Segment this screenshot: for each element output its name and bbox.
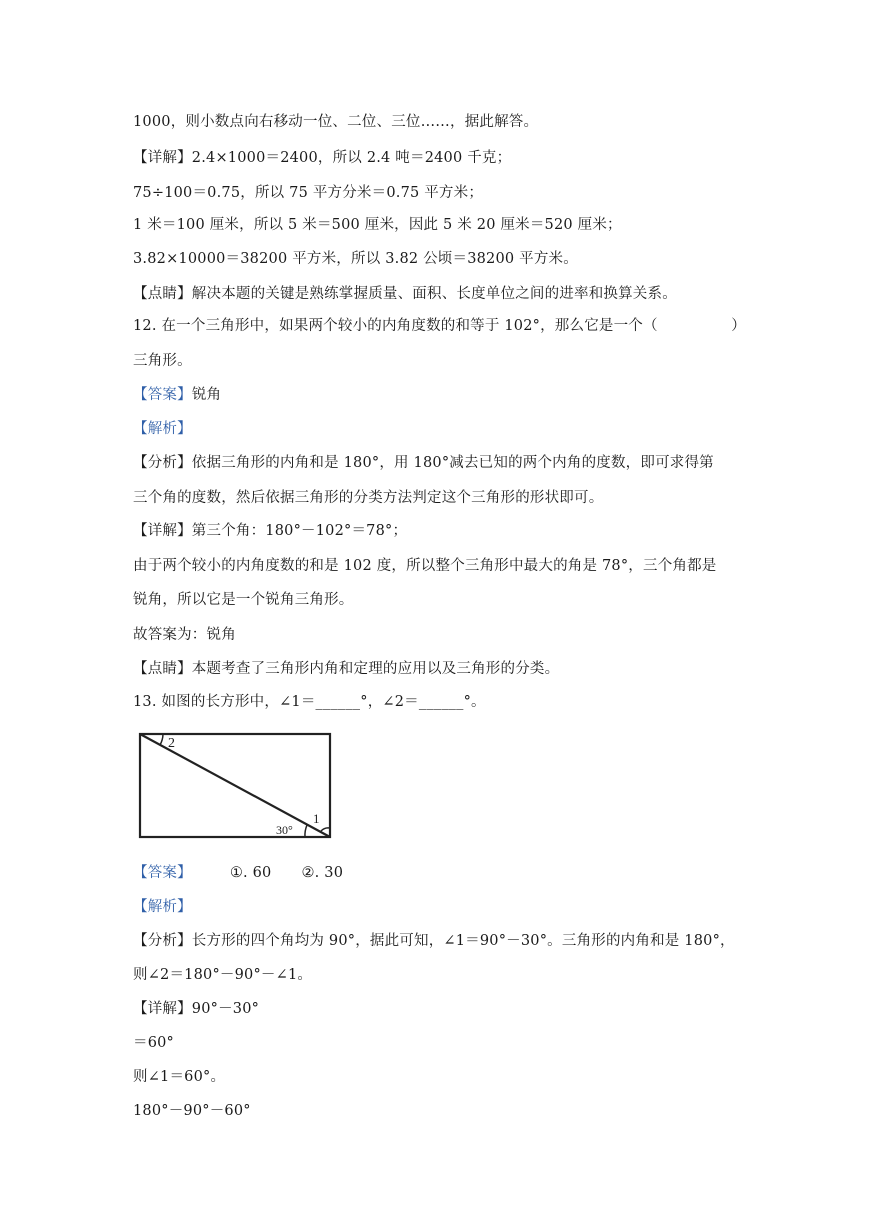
text-line: 75÷100＝0.75，所以 75 平方分米＝0.75 平方米； (133, 185, 484, 201)
text-line: 三角形。 (133, 353, 192, 369)
answer-label: 【答案】 (133, 865, 192, 881)
answer-value-1: ①. 60 (229, 865, 272, 881)
answer-line (133, 385, 221, 405)
answer-value: 锐角 (191, 387, 222, 403)
text-line: 三个角的度数，然后依据三角形的分类方法判定这个三角形的形状即可。 (133, 490, 604, 506)
text-line: 【详解】2.4×1000＝2400，所以 2.4 吨＝2400 千克； (133, 150, 512, 166)
analysis-label: 【解析】 (133, 899, 192, 915)
text-line: 【分析】长方形的四个角均为 90°，据此可知，∠1＝90°－30°。三角形的内角和是 180°， (133, 933, 735, 949)
text-line: 180°－90°－60° (133, 1103, 251, 1119)
text-line: 3.82×10000＝38200 平方米，所以 3.82 公顷＝38200 平方米。 (133, 251, 578, 267)
angle-30-label: 30° (276, 823, 293, 837)
angle-2-label: 2 (168, 736, 175, 751)
text-line: 【点睛】本题考查了三角形内角和定理的应用以及三角形的分类。 (133, 661, 560, 677)
text-line: 则∠1＝60°。 (133, 1069, 226, 1085)
question-13: 13. 如图的长方形中，∠1＝______°，∠2＝______°。 (133, 694, 486, 710)
rectangle-diagram (135, 730, 335, 840)
angle-2-arc (160, 734, 163, 745)
angle-1-label: 1 (313, 811, 320, 826)
analysis-label: 【解析】 (133, 421, 192, 437)
text-line: ＝60° (133, 1035, 175, 1051)
answer-value-2: ②. 30 (301, 865, 344, 881)
text-line: 【详解】90°－30° (133, 1001, 260, 1017)
text-line: 锐角，所以它是一个锐角三角形。 (133, 592, 354, 608)
text-line: 1000，则小数点向右移动一位、二位、三位……，据此解答。 (133, 114, 539, 130)
text-line: 故答案为：锐角 (133, 627, 236, 643)
text-line: 【详解】第三个角：180°－102°＝78°； (133, 523, 408, 539)
angle-30-arc (305, 825, 307, 837)
text-line: 则∠2＝180°－90°－∠1。 (133, 967, 313, 983)
text-line: 【点睛】解决本题的关键是熟练掌握质量、面积、长度单位之间的进率和换算关系。 (133, 286, 677, 302)
question-12: 12. 在一个三角形中，如果两个较小的内角度数的和等于 102°，那么它是一个（ ） (133, 318, 746, 334)
text-line: 【分析】依据三角形的内角和是 180°，用 180°减去已知的两个内角的度数，即可求得第 (133, 455, 714, 471)
answer-line (133, 863, 343, 883)
angle-1-arc (321, 828, 330, 831)
answer-label: 【答案】 (133, 387, 192, 403)
text-line: 由于两个较小的内角度数的和是 102 度，所以整个三角形中最大的角是 78°，三个角都是 (133, 558, 717, 574)
text-line: 1 米＝100 厘米，所以 5 米＝500 厘米，因此 5 米 20 厘米＝520 厘米； (133, 217, 622, 233)
